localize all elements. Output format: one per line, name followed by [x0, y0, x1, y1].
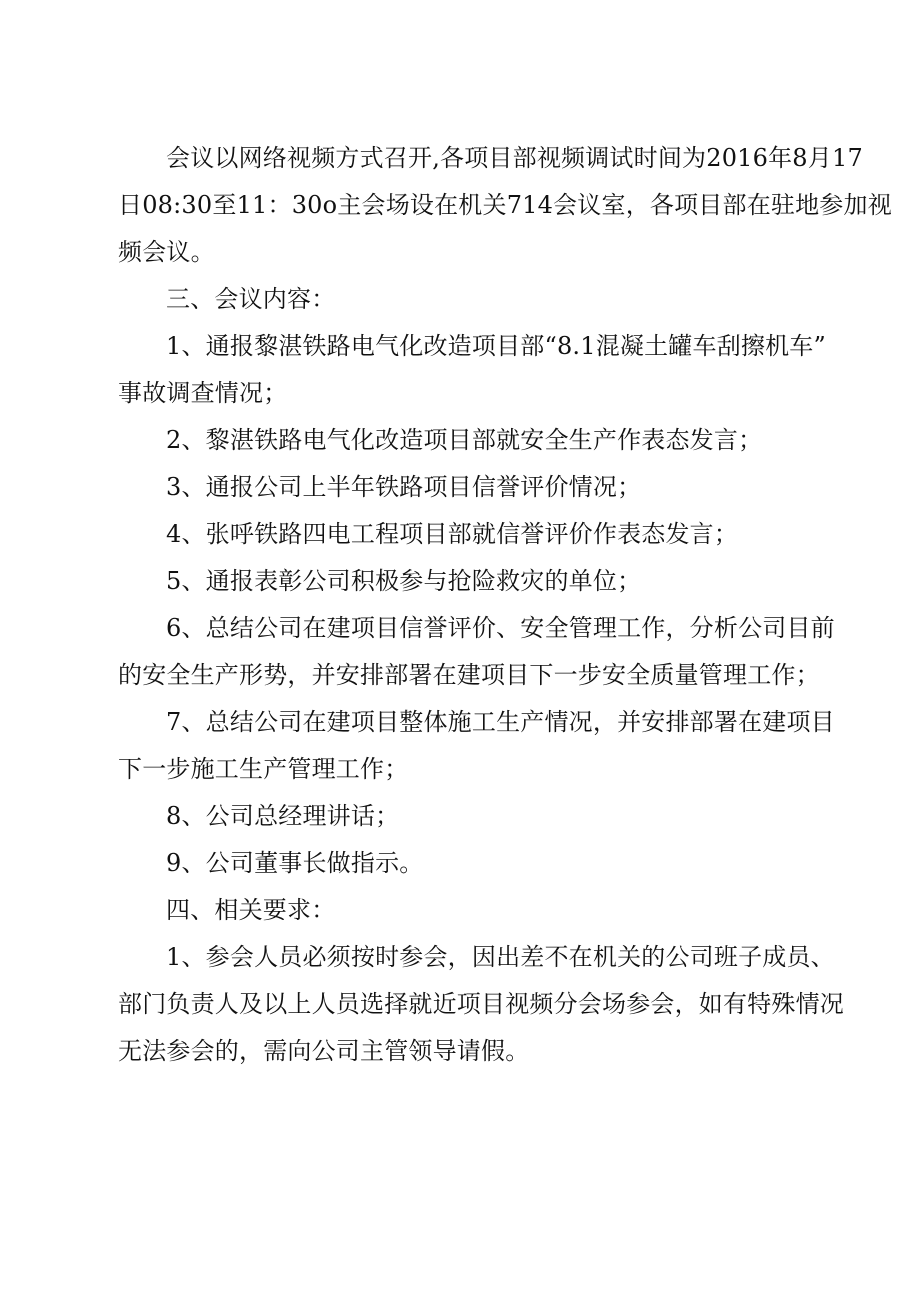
paragraph-meeting-format-line-3: 频会议。	[118, 238, 215, 266]
agenda-item-7-line-1: 7、总结公司在建项目整体施工生产情况，并安排部署在建项目	[166, 708, 835, 736]
section-heading-meeting-content: 三、会议内容：	[166, 285, 336, 313]
agenda-item-8: 8、公司总经理讲话；	[166, 802, 400, 830]
requirement-item-1-line-1: 1、参会人员必须按时参会，因出差不在机关的公司班子成员、	[166, 943, 835, 971]
agenda-item-7-line-2: 下一步施工生产管理工作；	[118, 755, 409, 783]
paragraph-meeting-format-line-2: 日08:30至11：30o主会场设在机关714会议室，各项目部在驻地参加视	[118, 191, 892, 219]
agenda-item-5: 5、通报表彰公司积极参与抢险救灾的单位；	[166, 567, 642, 595]
agenda-item-6-line-2: 的安全生产形势，并安排部署在建项目下一步安全质量管理工作；	[118, 661, 820, 689]
agenda-item-3: 3、通报公司上半年铁路项目信誉评价情况；	[166, 473, 642, 501]
agenda-item-9: 9、公司董事长做指示。	[166, 849, 424, 877]
section-heading-requirements: 四、相关要求：	[166, 896, 336, 924]
agenda-item-2: 2、黎湛铁路电气化改造项目部就安全生产作表态发言；	[166, 426, 763, 454]
requirement-item-1-line-3: 无法参会的，需向公司主管领导请假。	[118, 1037, 530, 1065]
agenda-item-1-line-1: 1、通报黎湛铁路电气化改造项目部“8.1混凝土罐车刮擦机车”	[166, 332, 826, 360]
requirement-item-1-line-2: 部门负责人及以上人员选择就近项目视频分会场参会，如有特殊情况	[118, 990, 844, 1018]
agenda-item-4: 4、张呼铁路四电工程项目部就信誉评价作表态发言；	[166, 520, 739, 548]
paragraph-meeting-format-line-1: 会议以网络视频方式召开,各项目部视频调试时间为2016年8月17	[166, 144, 863, 172]
agenda-item-6-line-1: 6、总结公司在建项目信誉评价、安全管理工作，分析公司目前	[166, 614, 835, 642]
agenda-item-1-line-2: 事故调查情况；	[118, 379, 288, 407]
